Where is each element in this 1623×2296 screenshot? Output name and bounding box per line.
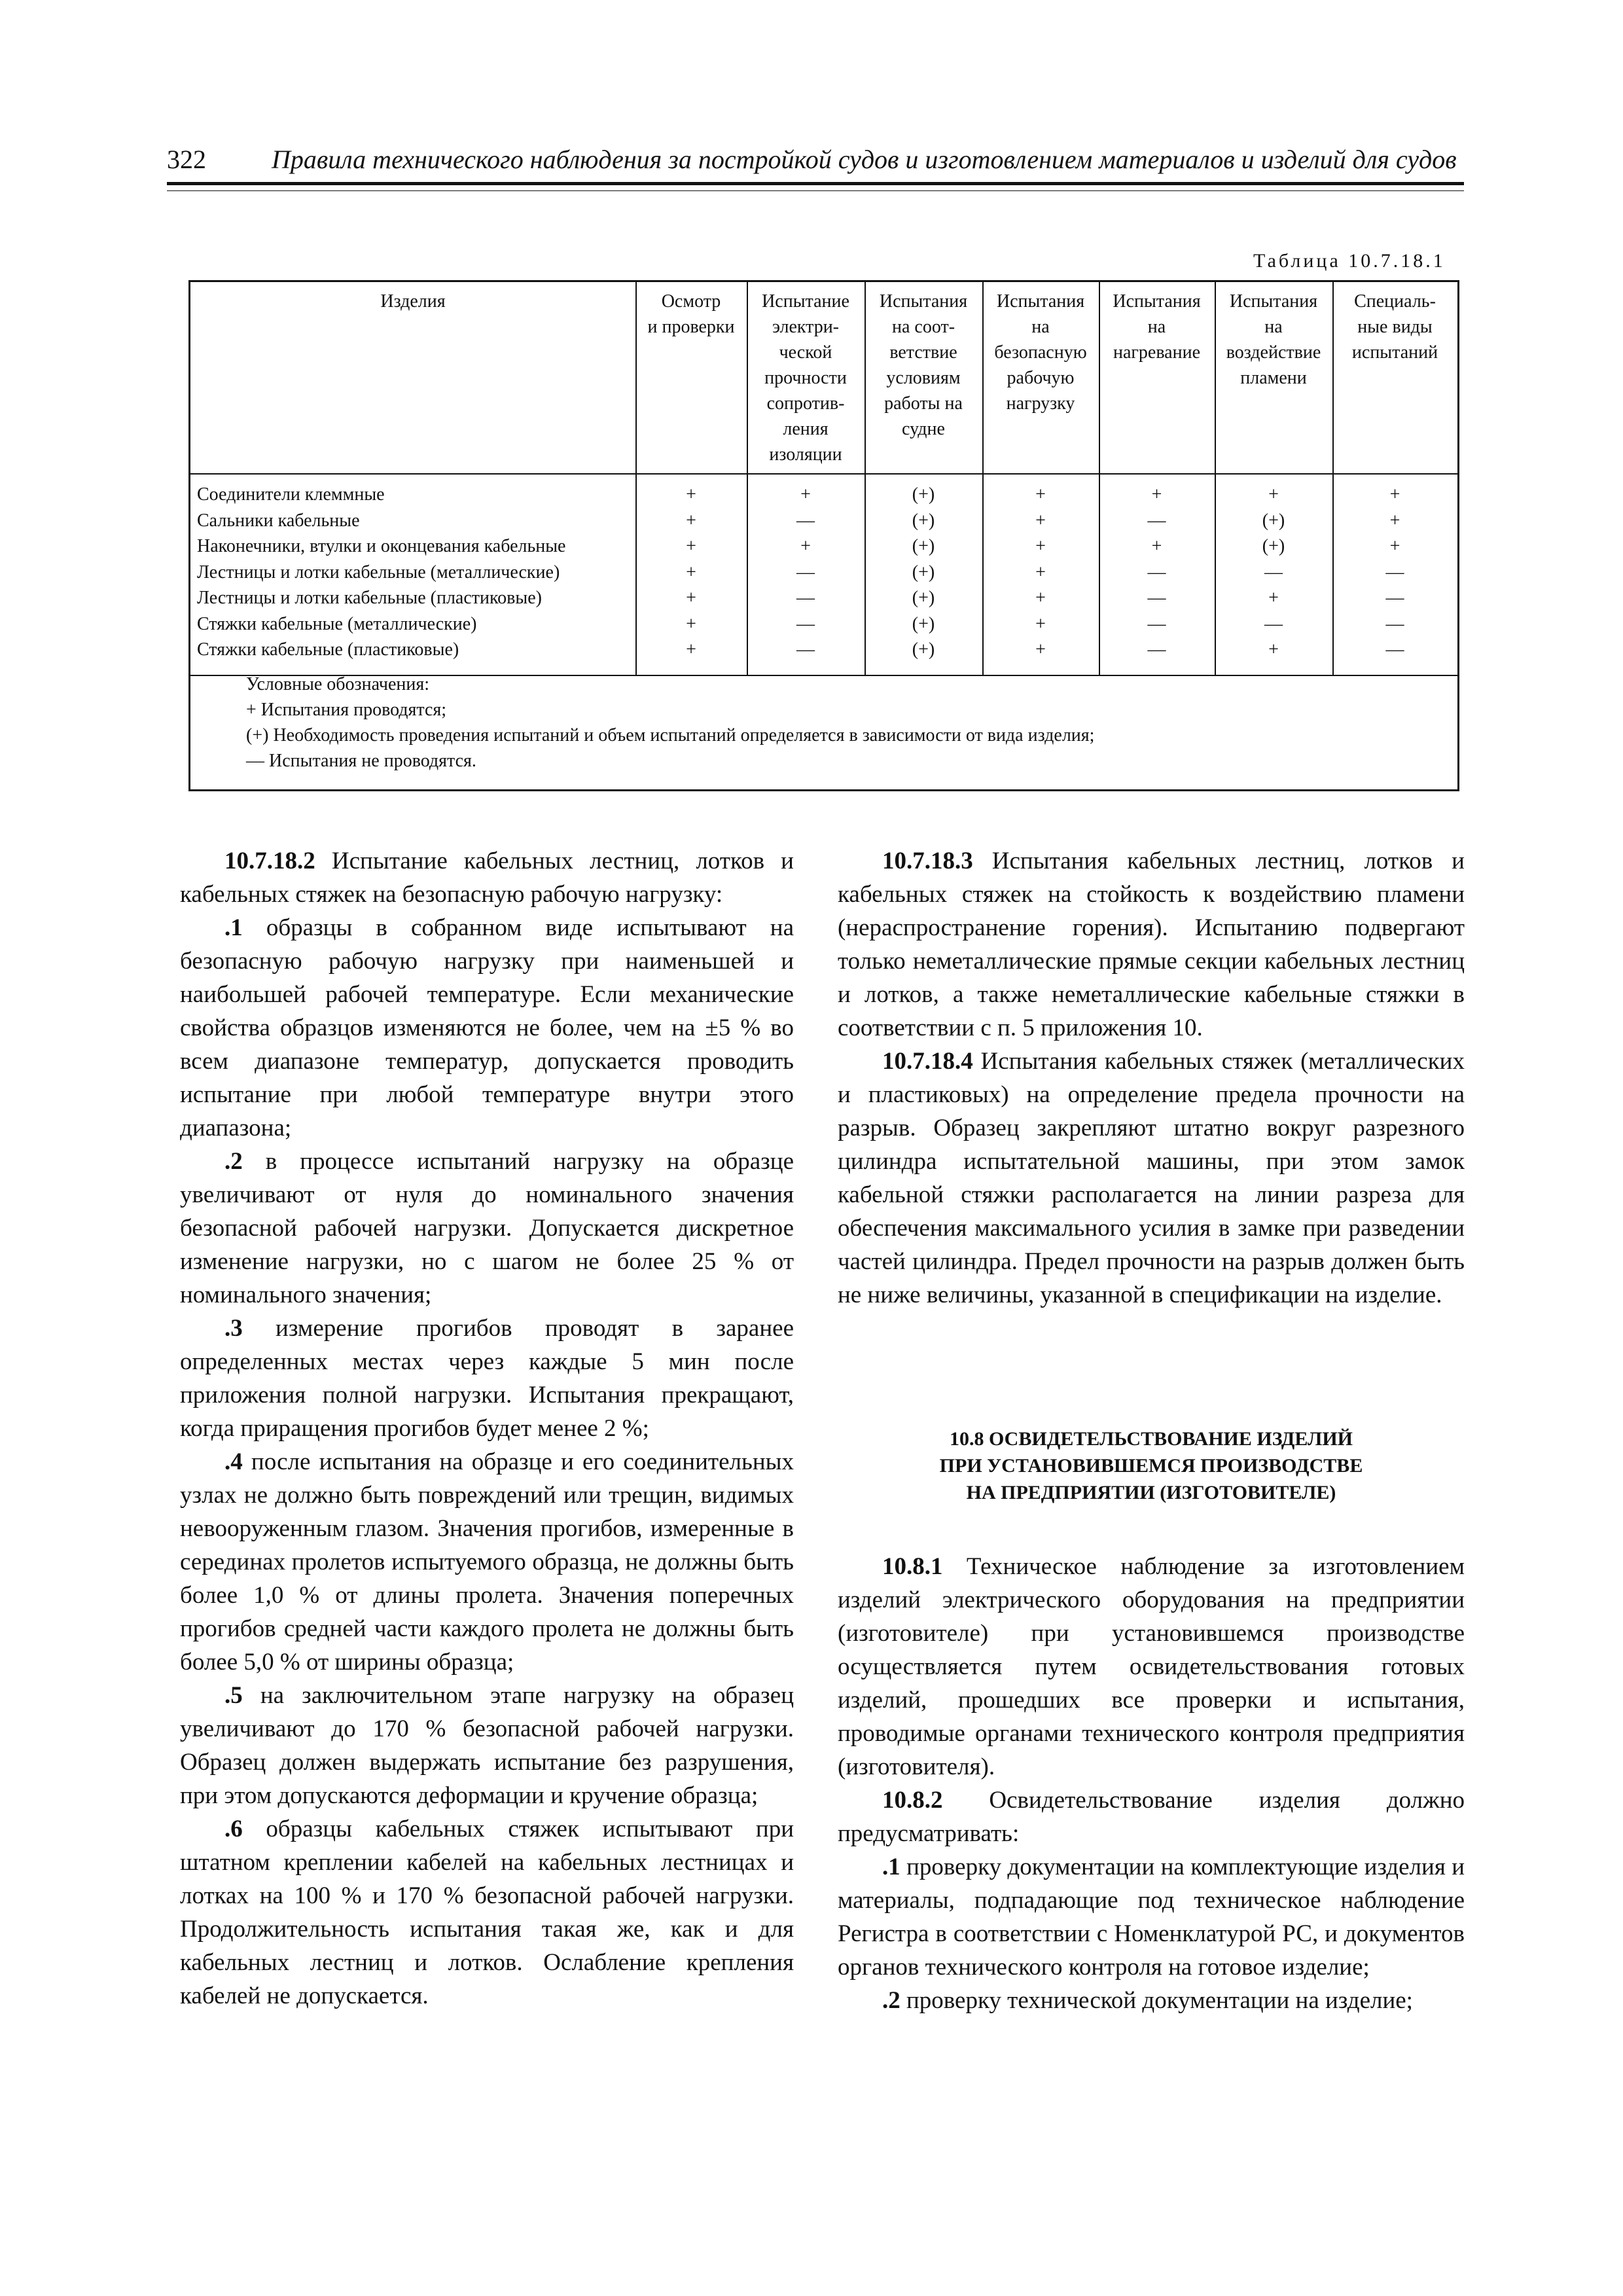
table-cell: — [796, 639, 815, 660]
table-cell: + [1035, 510, 1046, 531]
table-cell: + [1389, 484, 1400, 505]
clause-text: Техническое наблюдение за изготовлением изделий электрического оборудования на предприятии (изготовителе) при установившемся производстве осуществляется путем освидетельствования готовых изделий, прошедших все проверки и испытания, проводимые органами технического контроля предприятия (изготовителя). [838, 1553, 1465, 1780]
clause-text: проверку документации на комплектующие изделия и материалы, подпадающие под техническое наблюдение Регистра в соответствии с Номенклатурой РС, и документов органов технического контроля на готовое изделие; [838, 1854, 1465, 1981]
test-matrix-table [188, 280, 1459, 791]
table-cell: — [1147, 562, 1166, 583]
table-cell: — [1385, 562, 1404, 583]
clause-number: .1 [882, 1854, 901, 1880]
section-title-line: 10.8 ОСВИДЕТЕЛЬСТВОВАНИЕ ИЗДЕЛИЙ [949, 1428, 1353, 1450]
table-cell: + [1389, 510, 1400, 531]
table-cell: — [1385, 613, 1404, 634]
column-header: Испытание электри- ческой прочности сопротив- ления изоляции [762, 291, 849, 465]
clause-number: 10.7.18.2 [224, 848, 315, 874]
column-header: Специаль- ные виды испытаний [1351, 291, 1438, 363]
running-title: Правила технического наблюдения за постройкой судов и изготовлением материалов и изделий для судов [272, 145, 1457, 174]
table-cell: + [1268, 639, 1279, 660]
clause-number: 10.8.1 [882, 1553, 943, 1580]
legend-line: Условные обозначения: [246, 674, 430, 694]
paragraph [838, 1850, 1465, 1984]
table-cell: — [1264, 562, 1283, 583]
section-title-line: ПРИ УСТАНОВИВШЕМСЯ ПРОИЗВОДСТВЕ [939, 1455, 1363, 1477]
right-column-top [838, 844, 1465, 1312]
paragraph [838, 844, 1465, 1045]
clause-text: образцы кабельных стяжек испытывают при штатном креплении кабелей на кабельных лестницах и лотках на 100 % и 170 % безопасной рабочей нагрузки. Продолжительность испытания такая же, как и для кабельных лестниц и лотков. Ослабление крепления кабелей не допускается. [180, 1816, 794, 2009]
paragraph [838, 1784, 1465, 1850]
clause-text: измерение прогибов проводят в заранее определенных местах через каждые 5 мин после приложения полной нагрузки. Испытания прекращают, когда приращения прогибов будет менее 2 %; [180, 1315, 794, 1442]
table-cell: + [1268, 588, 1279, 608]
column-header: Испытания на нагревание [1113, 291, 1201, 363]
page-header [167, 143, 1464, 185]
legend-line: (+) Необходимость проведения испытаний и объем испытаний определяется в зависимости от вида изделия; [246, 725, 1095, 745]
clause-number: 10.8.2 [882, 1787, 943, 1814]
section-title [838, 1426, 1465, 1506]
clause-text: Испытания кабельных лестниц, лотков и кабельных стяжек на стойкость к воздействию пламени (нераспространение горения). Испытанию подвергают только неметаллические прямые секции кабельных лестниц и лотков, а также неметаллические кабельные стяжки в соответствии с п. 5 приложения 10. [838, 848, 1465, 1041]
legend-line: — Испытания не проводятся. [246, 751, 476, 771]
clause-number: .2 [224, 1148, 243, 1175]
table-cell: — [1147, 613, 1166, 634]
table-cell: — [796, 562, 815, 583]
table-cell: — [1385, 588, 1404, 608]
table-cell: + [686, 562, 696, 583]
table-cell: — [796, 588, 815, 608]
paragraph [180, 1445, 794, 1679]
table-cell: + [1151, 536, 1162, 556]
clause-text: образцы в собранном виде испытывают на безопасную рабочую нагрузку при наименьшей и наибольшей рабочей температуре. Если механические свойства образцов изменяются не более, чем на ±5 % во всем диапазоне температур, допускается проводить испытание при любой температуре внутри этого диапазона; [180, 914, 794, 1141]
column-header: Испытания на воздействие пламени [1226, 291, 1321, 388]
table-caption: Таблица 10.7.18.1 [1253, 250, 1446, 272]
table-cell: + [686, 588, 696, 608]
table-cell: + [1035, 588, 1046, 608]
paragraph [180, 1145, 794, 1312]
table-cell: + [1035, 562, 1046, 583]
clause-number: 10.7.18.3 [882, 848, 973, 874]
clause-text: после испытания на образце и его соединительных узлах не должно быть повреждений или трещин, видимых невооруженным глазом. Значения прогибов, измеренные в серединах пролетов испытуемого образца, не должны быть более 1,0 % от длины пролета. Значения поперечных прогибов средней части каждого пролета не должны быть более 5,0 % от ширины образца; [180, 1448, 794, 1676]
clause-text: Испытание кабельных лестниц, лотков и кабельных стяжек на безопасную рабочую нагрузку: [180, 848, 794, 908]
clause-number: .1 [224, 914, 243, 941]
row-label: Лестницы и лотки кабельные (металлические) [197, 562, 560, 583]
table-cell: + [1035, 639, 1046, 660]
table-cell: + [686, 510, 696, 531]
clause-number: .2 [882, 1987, 901, 2014]
table-cell: + [1151, 484, 1162, 505]
table-cell: (+) [912, 639, 935, 660]
table-cell: + [686, 613, 696, 634]
table-cell: + [800, 536, 811, 556]
row-label: Наконечники, втулки и оконцевания кабельные [197, 536, 566, 556]
table-cell: — [796, 613, 815, 634]
table-cell: — [1147, 510, 1166, 531]
table-cell: (+) [912, 536, 935, 556]
row-label: Сальники кабельные [197, 510, 360, 531]
clause-number: .6 [224, 1816, 243, 1842]
header-divider [190, 473, 1457, 475]
table-cell: (+) [912, 613, 935, 634]
clause-text: Испытания кабельных стяжек (металлических и пластиковых) на определение предела прочности на разрыв. Образец закрепляют штатно вокруг разрезного цилиндра испытательной машины, при этом замок кабельной стяжки располагается на линии разреза для обеспечения максимального усилия в замке при разведении частей цилиндра. Предел прочности на разрыв должен быть не ниже величины, указанной в спецификации на изделие. [838, 1048, 1465, 1308]
row-label: Соединители клеммные [197, 484, 385, 505]
table-cell: — [1264, 613, 1283, 634]
legend-line: + Испытания проводятся; [246, 700, 447, 720]
paragraph [180, 1679, 794, 1812]
paragraph [838, 1984, 1465, 2017]
paragraph [180, 1812, 794, 2013]
table-cell: (+) [912, 484, 935, 505]
table-cell: (+) [912, 510, 935, 531]
table-legend [246, 672, 1094, 774]
table-cell: (+) [1262, 510, 1285, 531]
clause-text: на заключительном этапе нагрузку на образец увеличивают до 170 % безопасной рабочей нагрузки. Образец должен выдержать испытание без разрушения, при этом допускаются деформации и кручение образца; [180, 1682, 794, 1809]
column-header: Испытания на безопасную рабочую нагрузку [994, 291, 1087, 414]
page-number: 322 [167, 145, 206, 174]
table-cell: + [800, 484, 811, 505]
paragraph [180, 1312, 794, 1445]
column-header: Изделия [380, 291, 446, 312]
table-cell: + [686, 484, 696, 505]
table-cell: + [1389, 536, 1400, 556]
paragraph [838, 1045, 1465, 1312]
clause-text: в процессе испытаний нагрузку на образце увеличивают от нуля до номинального значения безопасной рабочей нагрузки. Допускается дискретное изменение нагрузки, но с шагом не более 25 % от номинального значения; [180, 1148, 794, 1308]
row-label: Стяжки кабельные (пластиковые) [197, 639, 459, 660]
paragraph [180, 844, 794, 911]
header-rule [167, 190, 1464, 191]
paragraph [180, 911, 794, 1145]
column-header: Осмотр и проверки [647, 291, 735, 337]
clause-text: проверку технической документации на изделие; [900, 1987, 1413, 2014]
clause-number: .4 [224, 1448, 243, 1475]
column-header: Испытания на соот- ветствие условиям работы на судне [879, 291, 968, 439]
table-cell: + [1035, 613, 1046, 634]
clause-text: Освидетельствование изделия должно предусматривать: [838, 1787, 1465, 1847]
left-column [180, 844, 794, 2013]
table-cell: — [1147, 639, 1166, 660]
clause-number: .5 [224, 1682, 243, 1709]
table-cell: (+) [912, 588, 935, 608]
table-cell: — [1385, 639, 1404, 660]
clause-number: .3 [224, 1315, 243, 1342]
table-cell: + [1268, 484, 1279, 505]
table-cell: (+) [912, 562, 935, 583]
paragraph [838, 1550, 1465, 1784]
table-cell: — [1147, 588, 1166, 608]
right-column-bottom [838, 1550, 1465, 2017]
row-label: Лестницы и лотки кабельные (пластиковые) [197, 588, 542, 608]
table-cell: — [796, 510, 815, 531]
table-cell: + [686, 536, 696, 556]
section-title-line: НА ПРЕДПРИЯТИИ (ИЗГОТОВИТЕЛЕ) [966, 1482, 1336, 1503]
table-cell: + [1035, 484, 1046, 505]
table-cell: + [686, 639, 696, 660]
table-cell: + [1035, 536, 1046, 556]
table-cell: (+) [1262, 536, 1285, 556]
row-label: Стяжки кабельные (металлические) [197, 613, 477, 634]
clause-number: 10.7.18.4 [882, 1048, 973, 1075]
